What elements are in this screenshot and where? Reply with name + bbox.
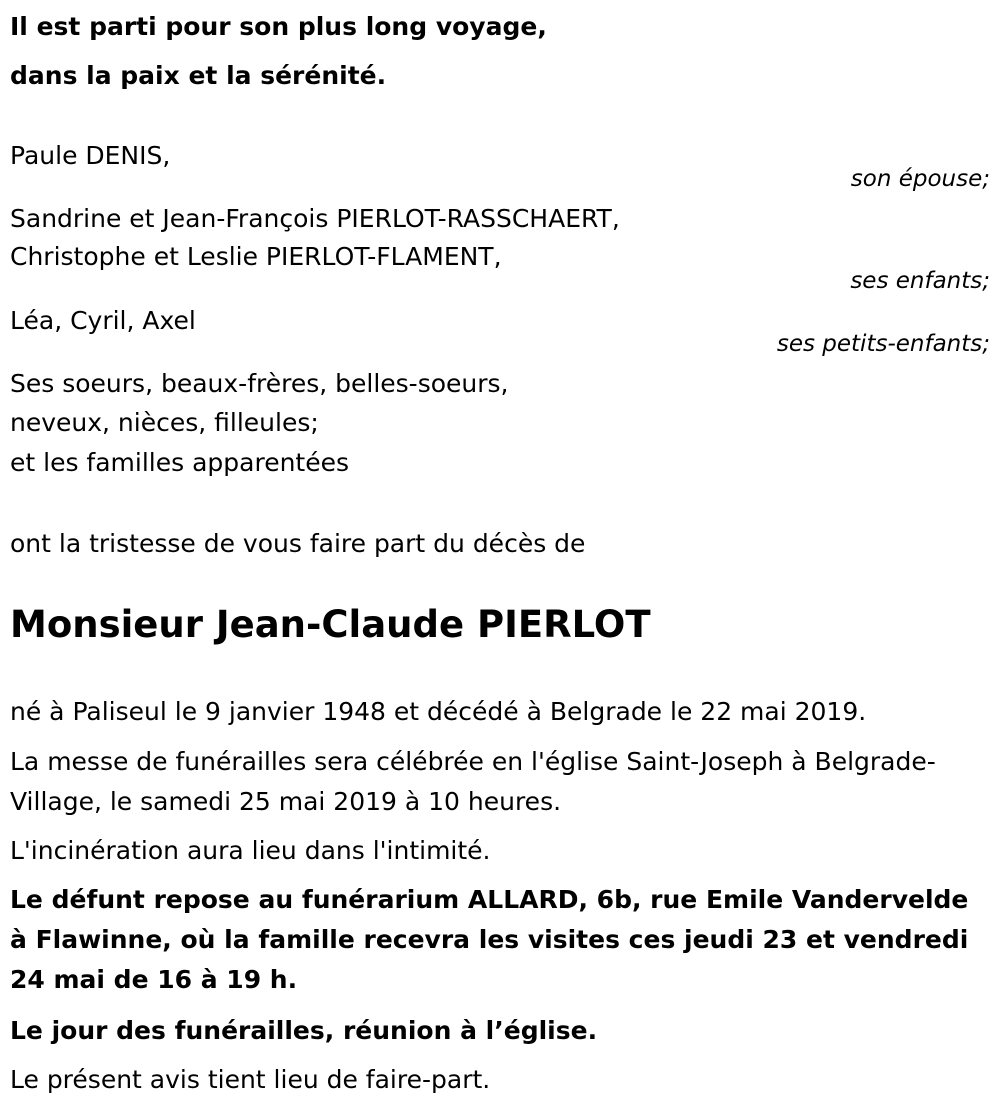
grandchildren: Léa, Cyril, Axel [10,306,196,335]
funeral-home-text: Le défunt repose au funérarium ALLARD, 6b, rue Emile Vandervelde à Flawinne, où la famille recevra les visites ces jeudi 23 et vendredi 24 mai de 16 à 19 h. [10,885,969,994]
children-role: ses enfants; [850,268,990,294]
child-1: Sandrine et Jean-François PIERLOT-RASSCHAERT, [10,204,620,233]
mass-text: La messe de funérailles sera célébrée en l'église Saint-Joseph à Belgrade-Village, le samedi 25 mai 2019 à 10 heures. [10,747,936,816]
intro-line-1: Il est parti pour son plus long voyage, [10,12,547,41]
grandchildren-role: ses petits-enfants; [776,331,990,357]
birth-death-text: né à Paliseul le 9 janvier 1948 et décédé à Belgrade le 22 mai 2019. [10,697,867,726]
announcement: ont la tristesse de vous faire part du décès de [10,529,586,558]
notice-text: Le présent avis tient lieu de faire-part. [10,1065,491,1094]
spouse-role: son épouse; [850,166,990,192]
relatives-line-2: neveux, nièces, filleules; [10,408,319,437]
relatives-line-3: et les familles apparentées [10,448,350,477]
funeral-day-text: Le jour des funérailles, réunion à l’église. [10,1016,598,1045]
relatives-line-1: Ses soeurs, beaux-frères, belles-soeurs, [10,369,509,398]
intro-line-2: dans la paix et la sérénité. [10,61,387,90]
child-2: Christophe et Leslie PIERLOT-FLAMENT, [10,242,502,271]
cremation-text: L'incinération aura lieu dans l'intimité. [10,836,491,865]
spouse-name: Paule DENIS, [10,141,171,170]
deceased-name: Monsieur Jean-Claude PIERLOT [10,603,651,646]
